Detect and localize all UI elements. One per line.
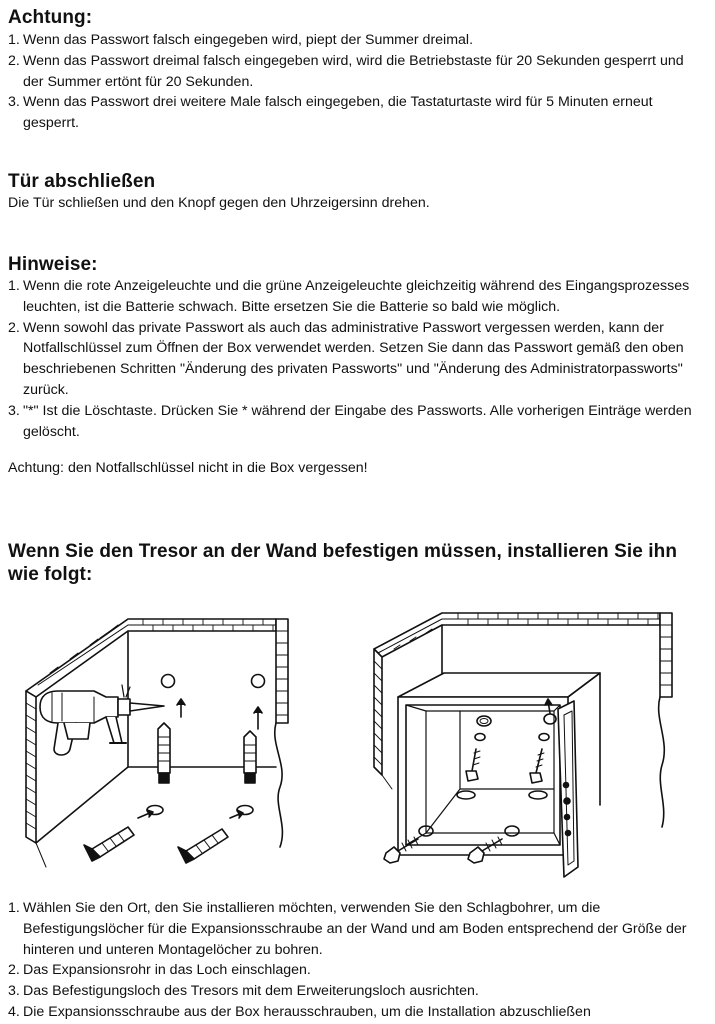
anchor-icon (244, 731, 256, 783)
anchor-icon (158, 723, 170, 783)
anchor-icon (178, 829, 228, 863)
installation-section (8, 540, 705, 586)
list-item: 2. Wenn das Passwort dreimal falsch eingegeben wird, wird die Betriebstaste für 20 Sekunden gesperrt und der Summer ertönt für 20 Sekunden. (8, 52, 684, 90)
achtung-title: Achtung: (8, 7, 93, 28)
list-item: 3. "*" Ist die Löschtaste. Drücken Sie * während der Eingabe des Passworts. Alle vorherigen Einträge werden gelöscht. (8, 402, 692, 440)
list-item: 1. Wenn die rote Anzeigeleuchte und die grüne Anzeigeleuchte gleichzeitig während des Eingangsprozesses leuchten, ist die Batterie schwach. Bitte ersetzen Sie die Batterie so bald wie möglich. (8, 278, 690, 315)
hinweise-list (8, 276, 701, 442)
list-item: 3. Wenn das Passwort drei weitere Male falsch eingegeben, die Tastaturtaste wird für 5 Minuten erneut gesperrt. (8, 94, 653, 132)
tuer-text: Die Tür schließen und den Knopf gegen den Uhrzeigersinn drehen. (8, 195, 430, 211)
list-item: 3. Das Befestigungsloch des Tresors mit dem Erweiterungsloch ausrichten. (8, 983, 479, 1000)
emergency-key-warning: Achtung: den Notfallschlüssel nicht in die Box vergessen! (8, 460, 368, 477)
wall-hole (252, 675, 265, 688)
list-item: 1. Wählen Sie den Ort, den Sie installieren möchten, verwenden Sie den Schlagbohrer, um die Befestigungslöcher für die Expansionsschraube an der Wand und am Boden entsprechend der Größe der hinteren und unteren Montagelöcher zu bohren. (8, 900, 687, 958)
safe-mounting-illustration (368, 605, 688, 890)
list-item: 1. Wenn das Passwort falsch eingegeben wird, piept der Summer dreimal. (8, 32, 474, 48)
anchor-icon (84, 827, 134, 861)
hinweise-title: Hinweise: (8, 254, 98, 275)
achtung-list (8, 30, 701, 134)
installation-steps (8, 898, 705, 1023)
achtung-section (8, 7, 701, 134)
drill-icon (40, 685, 164, 755)
list-item: 4. Die Expansionsschraube aus der Box herausschrauben, um die Installation abzuschließen (8, 1003, 591, 1020)
tuer-title: Tür abschließen (8, 171, 156, 192)
drill-wall-illustration (18, 605, 298, 875)
wall-hole (162, 675, 175, 688)
installation-title: Wenn Sie den Tresor an der Wand befestigen müssen, installieren Sie ihn wie folgt: (8, 541, 678, 585)
installation-steps-section (8, 898, 705, 1023)
hinweise-section (8, 254, 701, 478)
tuer-section (8, 171, 701, 214)
list-item: 2. Wenn sowohl das private Passwort als auch das administrative Passwort vergessen werden, kann der Notfallschlüssel zum Öffnen der Box verwendet werden. Setzen Sie dann das Passwort gemäß den oben beschriebenen Schritten "Änderung des privaten Passworts" und "Änderung des Administratorpassworts" zurück. (8, 319, 684, 398)
list-item: 2. Das Expansionsrohr in das Loch einschlagen. (8, 962, 311, 979)
